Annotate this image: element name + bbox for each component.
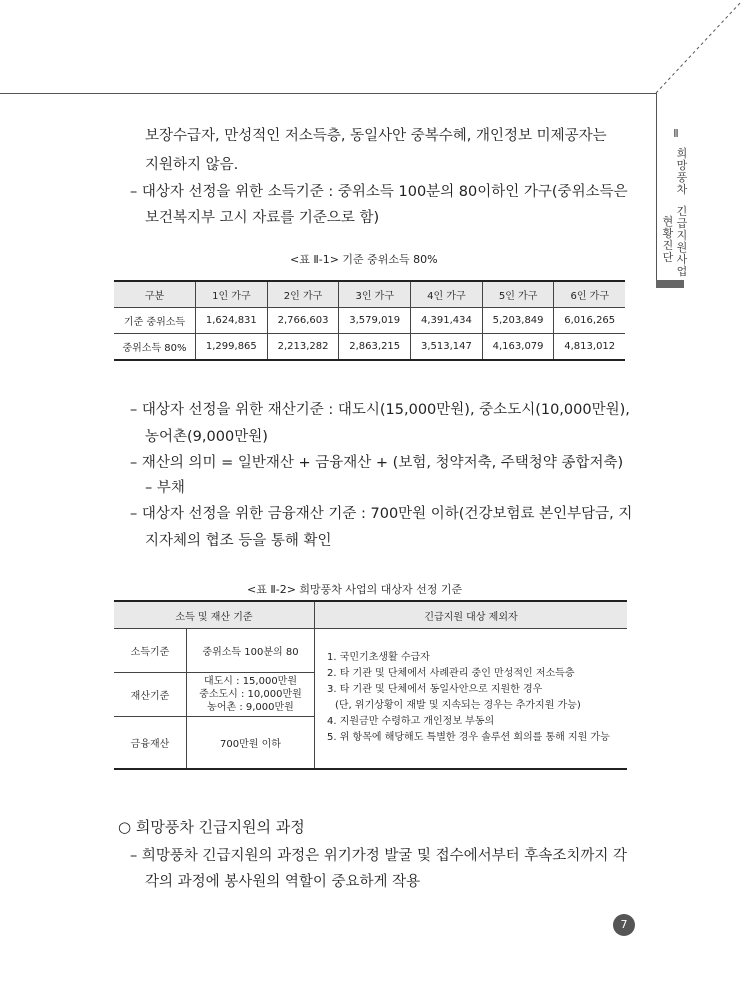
header-rule xyxy=(0,93,656,94)
table-row xyxy=(114,334,625,361)
body-line: 보건복지부 고시 자료를 기준으로 함) xyxy=(145,210,380,226)
cell-line: 중소도시 : 10,000만원 xyxy=(199,689,302,700)
table-cell: 5,203,849 xyxy=(482,308,554,334)
body-line: 지자체의 협조 등을 통해 확인 xyxy=(145,533,332,549)
table-cell: 금융재산 xyxy=(114,717,187,769)
body-line: – 대상자 선정을 위한 소득기준 : 중위소득 100분의 80이하인 가구(중위소득은 xyxy=(130,184,628,200)
body-line: – 희망풍차 긴급지원의 과정은 위기가정 발굴 및 접수에서부터 후속조치까지 각 xyxy=(130,848,627,864)
table-header: 구분 xyxy=(114,281,196,308)
section-heading: ○ 희망풍차 긴급지원의 과정 xyxy=(118,818,305,836)
body-line: 보장수급자, 만성적인 저소득층, 동일사안 중복수혜, 개인정보 미제공자는 xyxy=(145,128,607,144)
cell-line: 대도시 : 15,000만원 xyxy=(203,676,298,687)
table-cell: 6,016,265 xyxy=(554,308,625,334)
table-row xyxy=(114,629,627,673)
body-line: – 재산의 의미 = 일반재산 + 금융재산 + (보험, 청약저축, 주택청약 종합저축) xyxy=(130,455,624,471)
corner-dashed-line xyxy=(0,0,741,100)
table-cell: 1,299,865 xyxy=(196,334,268,361)
list-item: 2. 타 기관 및 단체에서 사례관리 중인 만성적인 저소득층 xyxy=(327,668,575,680)
table-header: 긴급지원 대상 제외자 xyxy=(315,601,628,629)
table-cell: 2,213,282 xyxy=(267,334,339,361)
selection-criteria-table xyxy=(114,600,627,770)
table-header: 3인 가구 xyxy=(339,281,411,308)
table-cell: 1,624,831 xyxy=(196,308,268,334)
body-line: 지원하지 않음. xyxy=(145,157,239,173)
body-line: – 대상자 선정을 위한 재산기준 : 대도시(15,000만원), 중소도시(10,000만원), xyxy=(130,402,630,418)
list-item: 1. 국민기초생활 수급자 xyxy=(327,652,430,664)
table-cell: 2,766,603 xyxy=(267,308,339,334)
table-cell: 중위소득 80% xyxy=(114,334,196,361)
page-number: 7 xyxy=(613,914,635,936)
list-item: 5. 위 항목에 해당해도 특별한 경우 솔루션 회의를 통해 지원 가능 xyxy=(327,732,610,744)
table-cell: 기준 중위소득 xyxy=(114,308,196,334)
body-line: 농어촌(9,000만원) xyxy=(145,429,268,445)
body-line: – 부채 xyxy=(145,480,185,496)
table-cell: 2,863,215 xyxy=(339,334,411,361)
table-header: 4인 가구 xyxy=(411,281,483,308)
table-header: 2인 가구 xyxy=(267,281,339,308)
table-cell: 중위소득 100분의 80 xyxy=(187,629,315,673)
table2-caption: <표 Ⅱ-2> 희망풍차 사업의 대상자 선정 기준 xyxy=(247,583,463,596)
median-income-table xyxy=(114,280,625,361)
exclusion-list xyxy=(315,629,628,769)
cell-line: 농어촌 : 9,000만원 xyxy=(207,702,294,713)
list-item: 3. 타 기관 및 단체에서 동일사안으로 지원한 경우 xyxy=(327,684,543,696)
body-line: – 대상자 선정을 위한 금융재산 기준 : 700만원 이하(건강보험료 본인부담금, 지 xyxy=(130,506,633,522)
side-tab-col2: 현 황 진 단 xyxy=(662,215,674,264)
table-cell: 3,513,147 xyxy=(411,334,483,361)
list-item: (단, 위기상황이 재발 및 지속되는 경우는 추가지원 가능) xyxy=(335,700,581,712)
table-header: 6인 가구 xyxy=(554,281,625,308)
body-line: 각의 과정에 봉사원의 역할이 중요하게 작용 xyxy=(145,874,421,890)
table-cell: 700만원 이하 xyxy=(187,717,315,769)
table1-caption: <표 Ⅱ-1> 기준 중위소득 80% xyxy=(290,253,438,266)
table-cell xyxy=(187,673,315,717)
side-tab-bar xyxy=(656,280,684,288)
table-cell: 4,391,434 xyxy=(411,308,483,334)
table-cell: 4,813,012 xyxy=(554,334,625,361)
side-tab-col1: 희 망 풍 차 긴 급 지 원 사 업 xyxy=(676,147,688,278)
table-cell: 소득기준 xyxy=(114,629,187,673)
table-header: 5인 가구 xyxy=(482,281,554,308)
table-cell: 3,579,019 xyxy=(339,308,411,334)
side-tab-section: Ⅱ xyxy=(673,127,679,140)
table-cell: 재산기준 xyxy=(114,673,187,717)
table-header: 1인 가구 xyxy=(196,281,268,308)
list-item: 4. 지원금만 수령하고 개인정보 부동의 xyxy=(327,716,495,728)
table-cell: 4,163,079 xyxy=(482,334,554,361)
table-header: 소득 및 재산 기준 xyxy=(114,601,315,629)
side-rule xyxy=(656,93,657,283)
table-row xyxy=(114,308,625,334)
